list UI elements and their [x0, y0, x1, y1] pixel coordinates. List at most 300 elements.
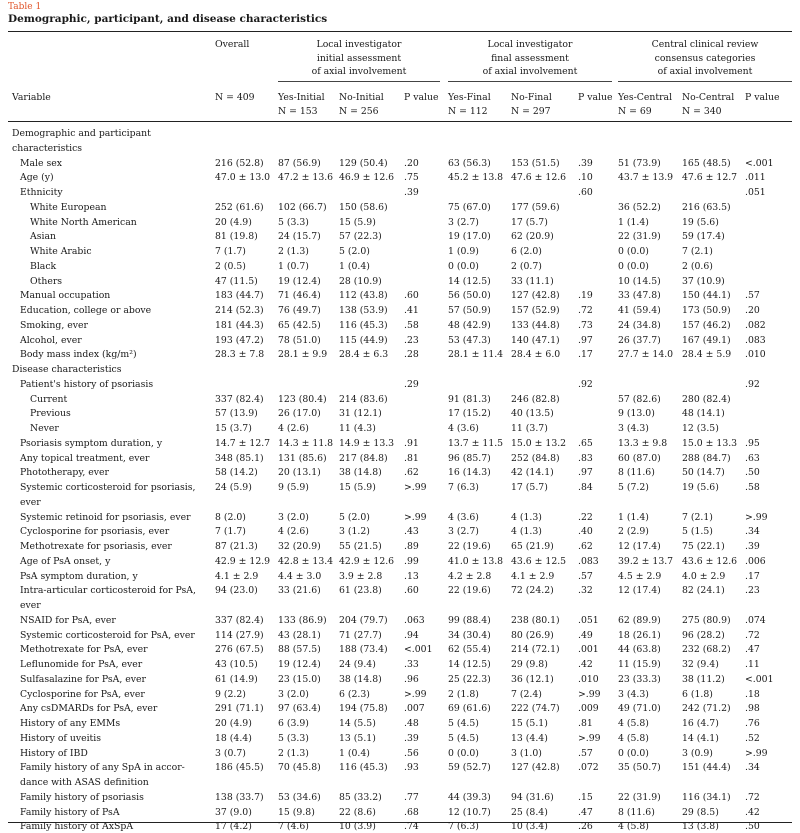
- table-cell: 252 (61.6): [215, 201, 264, 213]
- table-cell: 69 (61.6): [448, 703, 491, 715]
- column-header: [511, 91, 552, 118]
- table-cell: .072: [578, 762, 599, 774]
- table-cell: 7 (1.7): [215, 246, 246, 257]
- table-cell: 20 (4.9): [215, 216, 252, 228]
- row-label: Cyclosporine for psoriasis, ever: [20, 526, 170, 538]
- table-cell: .50: [745, 821, 760, 833]
- table-cell: 45.2 ± 13.8: [448, 172, 504, 184]
- table-cell: 53 (34.6): [278, 791, 321, 803]
- table-cell: 291 (71.1): [215, 703, 264, 715]
- table-cell: 47.6 ± 12.7: [682, 172, 738, 184]
- table-cell: .81: [404, 452, 419, 464]
- group-initial-line-2: initial assessment: [316, 52, 402, 64]
- table-cell: .62: [578, 541, 593, 552]
- table-cell: 44 (63.8): [618, 644, 661, 656]
- column-header-line: P value: [745, 92, 780, 103]
- table-cell: .20: [745, 305, 760, 316]
- table-cell: 8 (2.0): [215, 511, 246, 523]
- table-cell: .009: [578, 703, 599, 715]
- table-cell: .72: [745, 629, 760, 641]
- table-cell: 28.4 ± 5.9: [682, 349, 732, 361]
- table-cell: 123 (80.4): [278, 393, 327, 405]
- table-cell: 5 (7.2): [618, 482, 649, 493]
- table-cell: 10 (3.9): [339, 821, 376, 833]
- table-cell: 44 (39.3): [448, 791, 491, 803]
- row-label: ever: [20, 600, 41, 611]
- table-cell: .73: [578, 319, 593, 331]
- table-cell: .32: [578, 585, 593, 597]
- row-label: Systemic retinoid for psoriasis, ever: [20, 511, 191, 523]
- table-cell: 5 (4.5): [448, 732, 479, 744]
- table-cell: .010: [578, 673, 599, 685]
- row-label: Ethnicity: [20, 187, 63, 198]
- table-cell: 3.9 ± 2.8: [339, 570, 383, 582]
- table-cell: .89: [404, 541, 419, 552]
- table-cell: 4 (1.3): [511, 511, 542, 523]
- table-cell: 32 (20.9): [278, 541, 321, 552]
- column-header-line: N = 112: [448, 105, 488, 117]
- table-cell: 4 (2.6): [278, 423, 309, 434]
- table-cell: 22 (31.9): [618, 231, 661, 243]
- column-header-line: N = 297: [511, 105, 551, 117]
- row-label: dance with ASAS definition: [20, 777, 149, 788]
- table-cell: 157 (52.9): [511, 305, 560, 316]
- group-central-line-1: Central clinical review: [651, 39, 759, 50]
- table-cell: .19: [578, 290, 593, 302]
- column-header: [578, 91, 612, 105]
- table-cell: 14.7 ± 12.7: [215, 437, 271, 449]
- row-label: Black: [30, 260, 57, 272]
- table-cell: 39.2 ± 13.7: [618, 555, 674, 567]
- column-header: [448, 91, 491, 118]
- table-cell: 8 (11.6): [618, 467, 655, 479]
- table-cell: 96 (28.2): [682, 629, 725, 641]
- row-label: Never: [30, 423, 59, 434]
- table-cell: .18: [745, 688, 760, 700]
- table-cell: .29: [404, 378, 419, 390]
- table-cell: 214 (72.1): [511, 644, 560, 656]
- row-label: History of IBD: [20, 747, 88, 759]
- column-header-line: No-Central: [682, 92, 735, 103]
- table-cell: 138 (33.7): [215, 791, 264, 803]
- table-cell: 91 (81.3): [448, 393, 491, 405]
- table-cell: .60: [404, 585, 419, 597]
- table-cell: 12 (17.4): [618, 541, 661, 552]
- table-cell: 6 (1.8): [682, 688, 713, 700]
- table-cell: .93: [404, 762, 419, 774]
- table-cell: .083: [578, 555, 599, 567]
- table-cell: .42: [745, 806, 760, 818]
- table-cell: 116 (45.3): [339, 319, 388, 331]
- table-cell: .10: [578, 172, 593, 184]
- table-cell: <.001: [745, 673, 774, 685]
- table-cell: 4.4 ± 3.0: [278, 570, 322, 582]
- table-cell: 10 (3.4): [511, 821, 548, 833]
- table-cell: 181 (44.3): [215, 319, 264, 331]
- table-cell: 48 (14.1): [682, 408, 725, 420]
- table-cell: >.99: [745, 747, 768, 759]
- table-cell: .58: [745, 482, 760, 493]
- table-cell: 22 (19.6): [448, 585, 491, 597]
- table-cell: .43: [404, 526, 419, 538]
- table-cell: 26 (37.7): [618, 334, 661, 346]
- table-cell: 24 (9.4): [339, 659, 376, 670]
- table-cell: .52: [745, 732, 760, 744]
- row-label: Phototherapy, ever: [20, 467, 109, 479]
- table-cell: .77: [404, 791, 419, 803]
- table-cell: 18 (4.4): [215, 732, 252, 744]
- table-cell: 4 (1.3): [511, 526, 542, 538]
- table-cell: 114 (27.9): [215, 629, 264, 641]
- table-cell: 173 (50.9): [682, 305, 731, 316]
- table-cell: 127 (42.8): [511, 762, 560, 774]
- table-cell: 14 (4.1): [682, 732, 719, 744]
- table-cell: 87 (21.3): [215, 541, 258, 552]
- table-cell: .72: [745, 791, 760, 803]
- table-cell: <.001: [745, 157, 774, 169]
- table-cell: 59 (52.7): [448, 762, 491, 774]
- table-cell: 18 (26.1): [618, 629, 661, 641]
- table-cell: 4.2 ± 2.8: [448, 570, 492, 582]
- table-cell: 127 (42.8): [511, 290, 560, 302]
- row-label: Smoking, ever: [20, 319, 88, 331]
- column-header-line: Yes-Initial: [278, 92, 325, 103]
- table-cell: 31 (12.1): [339, 408, 382, 420]
- table-cell: .72: [578, 305, 593, 316]
- table-cell: 150 (58.6): [339, 201, 388, 213]
- table-cell: 48 (42.9): [448, 319, 491, 331]
- table-cell: 23 (33.3): [618, 673, 661, 685]
- table-cell: 24 (34.8): [618, 319, 661, 331]
- table-cell: 246 (82.8): [511, 393, 560, 405]
- table-cell: 133 (86.9): [278, 614, 327, 626]
- table-cell: 17 (15.2): [448, 408, 491, 420]
- table-cell: .57: [745, 290, 760, 302]
- table-cell: 50 (14.7): [682, 467, 725, 479]
- table-cell: 7 (6.3): [448, 482, 479, 493]
- table-cell: 15 (3.7): [215, 423, 252, 434]
- table-cell: 38 (11.2): [682, 673, 725, 685]
- table-cell: 4 (5.8): [618, 821, 649, 833]
- table-cell: >.99: [745, 511, 768, 523]
- group-initial-underline: [278, 81, 440, 82]
- table-cell: 28.3 ± 7.8: [215, 349, 265, 361]
- row-label: Family history of psoriasis: [20, 791, 144, 803]
- table-cell: .083: [745, 334, 766, 346]
- table-cell: 150 (44.1): [682, 290, 731, 302]
- table-cell: 5 (3.3): [278, 732, 309, 744]
- table-cell: 47.0 ± 13.0: [215, 172, 271, 184]
- table-cell: 43.6 ± 12.6: [682, 555, 738, 567]
- table-cell: 116 (34.1): [682, 791, 731, 803]
- table-cell: 2 (1.8): [448, 688, 479, 700]
- table-cell: 85 (33.2): [339, 791, 382, 803]
- table-cell: .98: [745, 703, 760, 715]
- table-cell: 17 (4.2): [215, 821, 252, 833]
- table-cell: 204 (79.7): [339, 614, 388, 626]
- table-cell: 214 (83.6): [339, 393, 388, 405]
- table-cell: .56: [404, 747, 419, 759]
- row-label: Age (y): [20, 172, 54, 184]
- table-cell: 43.7 ± 13.9: [618, 172, 674, 184]
- table-cell: 22 (8.6): [339, 806, 376, 818]
- table-cell: .75: [404, 172, 419, 184]
- table-cell: .001: [578, 644, 599, 656]
- column-header-line: Yes-Central: [618, 92, 673, 103]
- row-label: Male sex: [20, 157, 63, 169]
- table-cell: 5 (2.0): [339, 511, 370, 523]
- table-cell: 280 (82.4): [682, 393, 731, 405]
- table-cell: 2 (1.3): [278, 246, 309, 257]
- table-cell: .68: [404, 806, 419, 818]
- table-cell: .26: [578, 821, 593, 833]
- table-cell: .63: [745, 452, 760, 464]
- table-cell: .34: [745, 526, 760, 538]
- table-title: Demographic, participant, and disease characteristics: [8, 13, 328, 25]
- table-cell: 28.1 ± 9.9: [278, 349, 328, 361]
- table-cell: 17 (5.7): [511, 216, 548, 228]
- table-cell: 63 (56.3): [448, 157, 491, 169]
- table-cell: 4 (3.6): [448, 423, 479, 434]
- column-header-line: No-Final: [511, 92, 552, 103]
- table-cell: .33: [404, 659, 419, 670]
- table-cell: .47: [745, 644, 760, 656]
- table-cell: 222 (74.7): [511, 703, 560, 715]
- table-cell: .81: [578, 718, 593, 729]
- table-cell: .40: [578, 526, 593, 538]
- table-cell: 153 (51.5): [511, 157, 560, 169]
- table-cell: 11 (15.9): [618, 659, 661, 670]
- row-label: Alcohol, ever: [20, 334, 82, 346]
- table-cell: 4 (5.8): [618, 732, 649, 744]
- table-cell: 10 (14.5): [618, 275, 661, 287]
- table-cell: 5 (1.5): [682, 526, 713, 538]
- table-cell: 80 (26.9): [511, 629, 554, 641]
- top-rule: [8, 31, 792, 32]
- table-cell: .97: [578, 467, 593, 479]
- column-header-line: Yes-Final: [448, 92, 491, 103]
- row-label: White European: [30, 201, 107, 213]
- table-cell: 129 (50.4): [339, 157, 388, 169]
- table-cell: 14 (5.5): [339, 718, 376, 729]
- table-cell: 0 (0.0): [448, 260, 479, 272]
- table-cell: 25 (8.4): [511, 806, 548, 818]
- table-cell: .95: [745, 437, 760, 449]
- table-cell: .97: [578, 334, 593, 346]
- table-cell: 1 (1.4): [618, 216, 649, 228]
- table-cell: 288 (84.7): [682, 452, 731, 464]
- table-cell: .20: [404, 157, 419, 169]
- row-label: History of any EMMs: [20, 718, 121, 729]
- table-cell: 28.1 ± 11.4: [448, 349, 504, 361]
- table-cell: 2 (0.6): [682, 260, 713, 272]
- table-cell: 232 (68.2): [682, 644, 731, 656]
- group-final-line-3: of axial involvement: [482, 66, 578, 77]
- table-cell: 42.8 ± 13.4: [278, 555, 334, 567]
- table-cell: 3 (0.9): [682, 747, 713, 759]
- table-cell: .22: [578, 511, 593, 523]
- table-cell: 3 (4.3): [618, 423, 649, 434]
- table-cell: 47.2 ± 13.6: [278, 172, 334, 184]
- table-cell: .17: [745, 570, 760, 582]
- table-cell: 4 (5.8): [618, 718, 649, 729]
- table-cell: 71 (27.7): [339, 629, 382, 641]
- table-cell: 62 (20.9): [511, 231, 554, 243]
- row-label: Psoriasis symptom duration, y: [20, 437, 163, 449]
- table-cell: .99: [404, 555, 419, 567]
- table-cell: 56 (50.0): [448, 290, 491, 302]
- table-cell: 11 (4.3): [339, 423, 376, 434]
- table-cell: 38 (14.8): [339, 673, 382, 685]
- group-final-underline: [448, 81, 612, 82]
- table-cell: 37 (9.0): [215, 806, 252, 818]
- column-header-line: N = 69: [618, 105, 652, 117]
- table-cell: 14.3 ± 11.8: [278, 437, 334, 449]
- table-cell: 19 (12.4): [278, 659, 321, 670]
- table-cell: 51 (73.9): [618, 157, 661, 169]
- table-cell: .47: [578, 806, 593, 818]
- table-cell: 3 (1.0): [511, 747, 542, 759]
- table-cell: 3 (0.7): [215, 747, 246, 759]
- table-cell: 0 (0.0): [618, 246, 649, 257]
- header-overall: Overall: [215, 39, 250, 50]
- table-cell: 33 (47.8): [618, 290, 661, 302]
- table-cell: 15 (5.1): [511, 718, 548, 729]
- table-cell: 238 (80.1): [511, 614, 560, 626]
- table-cell: .15: [578, 791, 593, 803]
- table-cell: 61 (14.9): [215, 673, 258, 685]
- table-cell: 7 (1.7): [215, 526, 246, 538]
- group-initial-line-1: Local investigator: [316, 39, 402, 50]
- table-cell: .74: [404, 821, 419, 833]
- row-label: PsA symptom duration, y: [20, 570, 138, 582]
- table-cell: >.99: [404, 482, 427, 493]
- table-cell: 61 (23.8): [339, 585, 382, 597]
- row-label: Family history of any SpA in accor-: [20, 762, 185, 774]
- table-cell: 75 (67.0): [448, 201, 491, 213]
- table-cell: .082: [745, 319, 766, 331]
- table-cell: 188 (73.4): [339, 644, 388, 656]
- table-cell: 337 (82.4): [215, 393, 264, 405]
- table-cell: 214 (52.3): [215, 305, 264, 316]
- table-cell: 13.3 ± 9.8: [618, 437, 668, 449]
- table-cell: 35 (50.7): [618, 762, 661, 774]
- table-cell: .48: [404, 718, 419, 729]
- row-label: Any topical treatment, ever: [20, 452, 150, 464]
- table-cell: 165 (48.5): [682, 157, 731, 169]
- table-cell: 33 (11.1): [511, 275, 554, 287]
- header-rule: [8, 121, 792, 122]
- table-cell: .051: [745, 187, 766, 198]
- table-cell: .94: [404, 629, 419, 641]
- table-cell: 5 (2.0): [339, 246, 370, 257]
- column-header: [404, 91, 438, 105]
- table-cell: 2 (1.3): [278, 747, 309, 759]
- table-cell: .39: [578, 157, 593, 169]
- table-cell: 81 (19.8): [215, 231, 258, 243]
- table-cell: 177 (59.6): [511, 201, 560, 213]
- table-cell: 19 (5.6): [682, 216, 719, 228]
- table-cell: 0 (0.0): [448, 747, 479, 759]
- table-cell: 13.7 ± 11.5: [448, 437, 504, 449]
- table-cell: 16 (14.3): [448, 467, 491, 479]
- table-cell: 71 (46.4): [278, 290, 321, 302]
- table-cell: .34: [745, 762, 760, 774]
- table-cell: 15.0 ± 13.2: [511, 437, 567, 449]
- table-cell: 41.0 ± 13.8: [448, 555, 504, 567]
- table-cell: 4.0 ± 2.9: [682, 570, 726, 582]
- table-cell: 19 (5.6): [682, 482, 719, 493]
- table-cell: 19 (17.0): [448, 231, 491, 243]
- table-cell: .50: [745, 467, 760, 479]
- table-cell: 2 (0.5): [215, 260, 246, 272]
- table-cell: 43 (10.5): [215, 659, 258, 670]
- table-cell: 11 (3.7): [511, 423, 548, 434]
- table-cell: 65 (21.9): [511, 541, 554, 552]
- table-cell: 12 (10.7): [448, 806, 491, 818]
- row-label: Cyclosporine for PsA, ever: [20, 688, 145, 700]
- table-cell: .62: [404, 467, 419, 479]
- table-cell: 24 (15.7): [278, 231, 321, 243]
- table-cell: 138 (53.9): [339, 305, 388, 316]
- table-cell: 9 (2.2): [215, 688, 246, 700]
- column-header: [278, 91, 325, 118]
- group-central-line-3: of axial involvement: [657, 66, 753, 77]
- table-cell: 43 (28.1): [278, 629, 321, 641]
- row-label: Previous: [30, 408, 71, 420]
- table-cell: 115 (44.9): [339, 334, 388, 346]
- table-cell: 157 (46.2): [682, 319, 731, 331]
- table-cell: 3 (1.2): [339, 526, 370, 538]
- table-cell: 9 (13.0): [618, 408, 655, 420]
- table-cell: 57 (50.9): [448, 305, 491, 316]
- table-cell: 131 (85.6): [278, 452, 327, 464]
- row-label: Systemic corticosteroid for psoriasis,: [20, 482, 196, 493]
- table-cell: 14.9 ± 13.3: [339, 437, 395, 449]
- table-cell: 2 (0.7): [511, 260, 542, 272]
- table-cell: 17 (5.7): [511, 482, 548, 493]
- table-cell: .007: [404, 703, 425, 715]
- table-cell: 15.0 ± 13.3: [682, 437, 738, 449]
- row-label: Methotrexate for PsA, ever: [20, 644, 148, 656]
- row-label: Education, college or above: [20, 305, 152, 316]
- table-cell: 59 (17.4): [682, 231, 725, 243]
- table-cell: 8 (11.6): [618, 806, 655, 818]
- table-cell: 7 (2.1): [682, 511, 713, 523]
- table-cell: 116 (45.3): [339, 762, 388, 774]
- table-cell: 88 (57.5): [278, 644, 321, 656]
- row-label: Body mass index (kg/m²): [20, 349, 137, 361]
- table-cell: >.99: [578, 688, 601, 700]
- header-variable: Variable: [12, 92, 51, 103]
- table-cell: 167 (49.1): [682, 334, 731, 346]
- table-cell: 55 (21.5): [339, 541, 382, 552]
- table-cell: 53 (47.3): [448, 334, 491, 346]
- table-cell: .17: [578, 349, 593, 361]
- table-cell: 194 (75.8): [339, 703, 388, 715]
- table-cell: 3 (2.0): [278, 688, 309, 700]
- row-label: Disease characteristics: [12, 364, 122, 375]
- row-label: Intra-articular corticosteroid for PsA,: [20, 585, 196, 597]
- table-cell: 22 (31.9): [618, 791, 661, 803]
- table-cell: 140 (47.1): [511, 334, 560, 346]
- table-cell: 9 (5.9): [278, 482, 309, 493]
- table-cell: .57: [578, 570, 593, 582]
- table-cell: 13 (3.8): [682, 821, 719, 833]
- table-cell: .84: [578, 482, 593, 493]
- table-cell: .49: [578, 629, 593, 641]
- table-cell: .39: [404, 732, 419, 744]
